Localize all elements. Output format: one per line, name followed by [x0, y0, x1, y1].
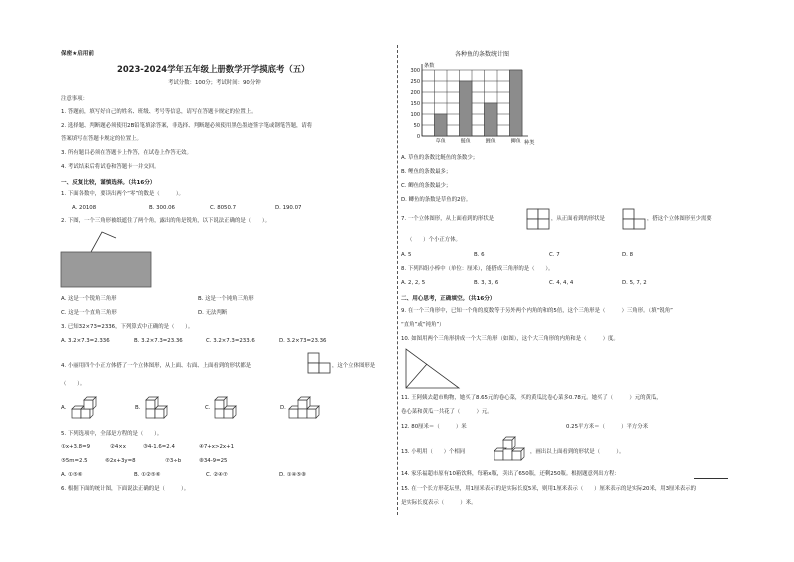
note-item: 4. 考试结束后将试卷和答题卡一并交回。: [61, 164, 160, 170]
q4-option-c-cubes: [212, 396, 244, 422]
q3-stem: 3. 已知32×73=2336，下列算式中正确的是（ ）。: [61, 324, 194, 330]
q4-blank: （ ）。: [61, 381, 86, 387]
fish-count-bar-chart: [400, 48, 550, 148]
q5-item: ⑤5m=2.5: [61, 458, 88, 464]
q4-option-b: B.: [135, 405, 141, 411]
q3-option-a: A. 3.2×7.3=2.336: [61, 338, 110, 344]
q6-option-b: B. 鲤鱼的条数最多；: [401, 169, 452, 175]
q5-item: ③4-1.6=2.4: [143, 444, 175, 450]
q5-item: ④7+x>2x+1: [199, 444, 235, 450]
q13-part-b: ，画出以上面看到的形状是（ ）。: [530, 449, 625, 455]
q1-stem: 1. 下面各数中，要读出两个“零”的数是（ ）。: [61, 191, 184, 197]
exam-info: 考试分数：100分；考试时间：90分钟: [168, 80, 261, 86]
chart-y-tick-label: 0: [416, 133, 420, 140]
q1-option-b: B. 300.06: [149, 205, 175, 211]
q7-option-a: A. 5: [401, 252, 412, 258]
section2-heading: 二、用心思考，正确填空。（共16分）: [401, 296, 496, 302]
q4-option-b-cubes: [143, 396, 175, 422]
q1-option-a: A. 20108: [72, 205, 97, 211]
q2-option-d: D. 无法判断: [198, 310, 228, 316]
q5-option-b: B. ①②⑤⑥: [134, 472, 161, 478]
q5-option-d: D. ①④⑤⑧: [279, 472, 306, 478]
chart-x-tick-label: 鲤鱼: [485, 138, 496, 145]
page-fold-line: [397, 45, 398, 515]
q8-option-d: D. 5, 7, 2: [622, 280, 647, 286]
chart-bar-4: [510, 70, 523, 136]
q9-line1: 9. 在一个三角形中，已知一个角的度数等于另外两个内角的和的5倍，这个三角形是（ ）三角形。（填“锐角”: [401, 308, 673, 314]
q4-option-c: C.: [205, 405, 211, 411]
q9-line2: “直角”或“钝角”）: [401, 322, 445, 328]
q5-item: ⑦3÷b: [165, 458, 182, 464]
chart-bar-3: [485, 103, 498, 136]
q4-option-d: D.: [280, 405, 286, 411]
exam-title: 2023-2024学年五年级上册数学开学摸底考（五）: [117, 64, 310, 74]
q11-line2: 卷心菜和黄瓜一共花了（ ）元。: [401, 409, 493, 415]
q5-item: ①x+3.8=9: [61, 444, 91, 450]
q4-stem: 4. 小丽用四个小正方体搭了一个立体图形，从上面、右面、上面看到的形状都是: [61, 363, 252, 369]
chart-x-tick-label: 鲫鱼: [510, 138, 521, 145]
q10-stem: 10. 如图用两个三角形拼成一个大三角形（如图），这个大三角形的内角和是（ ）度。: [401, 336, 619, 342]
note-item: 答案填写在答题卡规定的位置上。: [61, 136, 142, 142]
q2-covered-triangle-figure: [58, 226, 154, 290]
q2-option-b: B. 这是一个钝角三角形: [198, 296, 254, 302]
q7-stem-c: ，搭这个立体图形至少需要: [647, 216, 712, 222]
chart-x-tick-label: 鲢鱼: [460, 138, 471, 145]
q7-top-view-shape: [526, 208, 550, 230]
q2-option-a: A. 这是一个锐角三角形: [61, 296, 117, 302]
q1-option-c: C. 8050.7: [210, 205, 237, 211]
q15-line1: 15. 在一个长方形花坛里，用1厘米表示的是实际长度5米，则用1厘米表示（ ）厘米表示的是实际20米，用3厘米表示的: [401, 486, 697, 492]
q4-option-d-cubes: [287, 396, 323, 422]
chart-y-tick-label: 250: [410, 78, 420, 85]
q13-cube-stack-figure: [494, 434, 528, 464]
chart-x-tick-label: 草鱼: [435, 138, 446, 145]
q7-stem-a: 7. 一个立体图形，从上面看到的形状是: [401, 216, 495, 222]
q12-part-a: 12. 80厘米＝（ ）米: [401, 424, 467, 430]
chart-y-tick-label: 100: [410, 111, 420, 118]
q3-option-b: B. 3.2×7.3=23.36: [134, 338, 183, 344]
q1-option-d: D. 190.07: [275, 205, 302, 211]
q7-stem-d: （ ）个小正方体。: [407, 237, 461, 243]
q6-stem: 6. 根据下面的统计图，下面说法正确的是（ ）。: [61, 486, 190, 492]
q8-option-c: C. 4, 4, 4: [549, 280, 574, 286]
q5-option-a: A. ①⑤⑥: [61, 472, 83, 478]
q8-stem: 8. 下列四组小棒中（单位：厘米），能搭成三角形的是（ ）。: [401, 266, 554, 272]
q7-stem-b: ，从正面看到的形状是: [551, 216, 605, 222]
q5-item: ②4×x: [110, 444, 126, 450]
q8-option-b: B. 3, 3, 6: [474, 280, 499, 286]
secret-label: 保密★启用前: [61, 51, 94, 57]
chart-y-axis-label: 条数: [424, 63, 435, 69]
chart-y-tick-label: 150: [410, 100, 420, 107]
q12-part-b: 0.25平方米＝（ ）平方分米: [566, 424, 649, 430]
chart-y-tick-label: 200: [410, 89, 420, 96]
q3-option-d: D. 3.2×73=23.36: [279, 338, 327, 344]
section1-heading: 一、反复比较，谨慎选择。（共16分）: [61, 180, 156, 186]
q4-view-shape-icon: [307, 352, 331, 374]
q5-item: ⑧34-9=25: [199, 458, 228, 464]
q7-front-view-shape: [622, 208, 646, 230]
q6-option-d: D. 鲫鱼的条数是草鱼的2倍。: [401, 197, 472, 203]
note-item: 3. 所有题目必须在答题卡上作答，在试卷上作答无效。: [61, 150, 192, 156]
q10-triangle-figure: [403, 346, 463, 390]
q6-option-a: A. 草鱼的条数比鲢鱼的条数少；: [401, 155, 479, 161]
chart-y-tick-label: 300: [410, 67, 420, 74]
chart-title: 各种鱼的条数统计图: [454, 51, 510, 58]
q5-item: ⑥2x+3y=8: [105, 458, 136, 464]
q7-option-d: D. 8: [622, 252, 634, 258]
q2-stem: 2. 下图，一个三角形被纸遮住了两个角，露出的角是锐角，以下说法正确的是（ ）。: [61, 218, 271, 224]
q11-line1: 11. 王阿姨去超市购物，她买了8.65元的卷心菜，买的黄瓜比卷心菜多0.78元。她买了（ ）元的黄瓜，: [401, 395, 662, 401]
q4-option-a: A.: [61, 405, 67, 411]
q3-option-c: C. 3.2×7.3=233.6: [206, 338, 255, 344]
note-item: 1. 答题前，填写好自己的姓名、班级、考号等信息，请写在答题卡规定的位置上。: [61, 109, 257, 115]
q14-stem: 14. 家乐福超市原有10箱饮料，每箱x瓶，卖出了650瓶，还剩250瓶。根据题意列出方程：: [401, 471, 620, 477]
q5-option-c: C. ②④⑦: [206, 472, 228, 478]
q4-stem-end: ，这个立体图形是: [332, 363, 376, 369]
chart-x-axis-label: 种类: [524, 140, 535, 146]
q2-option-c: C. 这是一个直角三角形: [61, 310, 117, 316]
chart-y-tick-label: 50: [413, 122, 420, 129]
q7-option-b: B. 6: [474, 252, 485, 258]
chart-bar-2: [460, 81, 473, 136]
q4-option-a-cubes: [70, 396, 102, 422]
notes-heading: 注意事项：: [61, 96, 88, 102]
q7-option-c: C. 7: [549, 252, 560, 258]
chart-bar-1: [435, 114, 448, 136]
q5-stem: 5. 下列选项中，全部是方程的是（ ）。: [61, 431, 163, 437]
q15-line2: 是实际长度表示（ ）米。: [401, 500, 477, 506]
q13-part-a: 13. 小明用（ ）个相同: [401, 449, 466, 455]
q8-option-a: A. 2, 2, 5: [401, 280, 426, 286]
q14-answer-line: [694, 478, 728, 479]
note-item: 2. 选择题、判断题必须使用2B铅笔填涂答案，非选择、判断题必须使用黑色墨迹签字笔或钢笔答题，请将: [61, 123, 313, 129]
q6-option-c: C. 鲫鱼的条数最少；: [401, 183, 452, 189]
